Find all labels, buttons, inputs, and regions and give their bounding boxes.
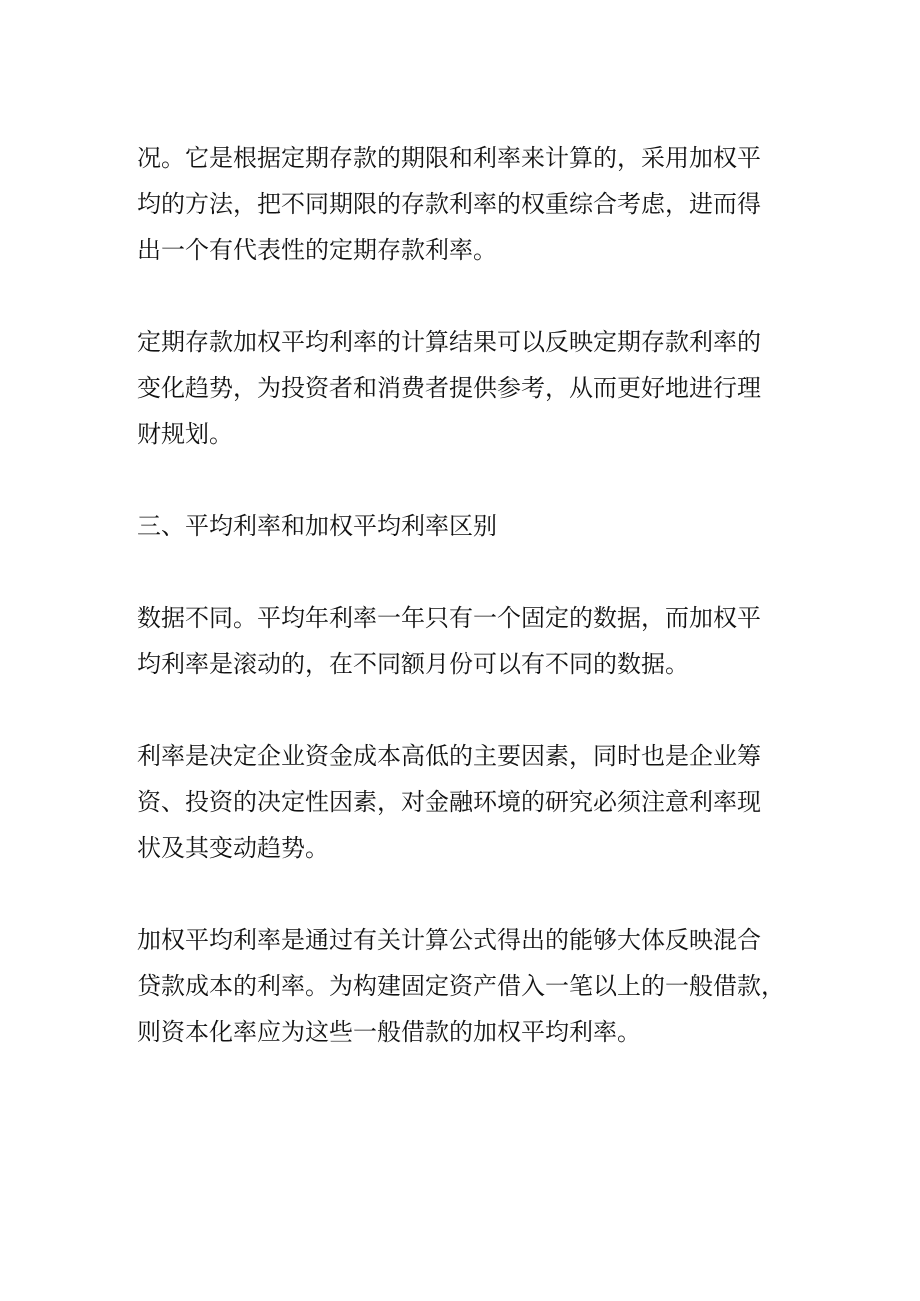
text-line: 况。它是根据定期存款的期限和利率来计算的，采用加权平 xyxy=(137,144,761,172)
text-line: 加权平均利率是通过有关计算公式得出的能够大体反映混合 xyxy=(137,926,761,954)
text-line: 均的方法，把不同期限的存款利率的权重综合考虑，进而得 xyxy=(137,190,761,218)
paragraph-weighted-deposit-usage xyxy=(137,319,797,457)
text-line: 出一个有代表性的定期存款利率。 xyxy=(137,236,497,264)
text-line: 财规划。 xyxy=(137,420,233,448)
document-body xyxy=(137,135,797,1101)
text-line: 数据不同。平均年利率一年只有一个固定的数据，而加权平 xyxy=(137,604,761,632)
text-line: 状及其变动趋势。 xyxy=(137,834,329,862)
text-line: 资、投资的决定性因素，对金融环境的研究必须注意利率现 xyxy=(137,788,761,816)
paragraph-weighted-average-formula xyxy=(137,917,797,1055)
text-line: 定期存款加权平均利率的计算结果可以反映定期存款利率的 xyxy=(137,328,761,356)
section-heading: 三、平均利率和加权平均利率区别 xyxy=(137,512,497,540)
paragraph-data-difference xyxy=(137,595,797,687)
text-line: 利率是决定企业资金成本高低的主要因素，同时也是企业筹 xyxy=(137,742,761,770)
text-line: 贷款成本的利率。为构建固定资产借入一笔以上的一般借款， xyxy=(137,972,785,1000)
paragraph-weighted-deposit-definition xyxy=(137,135,797,273)
text-line: 变化趋势，为投资者和消费者提供参考，从而更好地进行理 xyxy=(137,374,761,402)
text-line: 均利率是滚动的，在不同额月份可以有不同的数据。 xyxy=(137,650,689,678)
paragraph-interest-rate-factor xyxy=(137,733,797,871)
text-line: 则资本化率应为这些一般借款的加权平均利率。 xyxy=(137,1018,641,1046)
